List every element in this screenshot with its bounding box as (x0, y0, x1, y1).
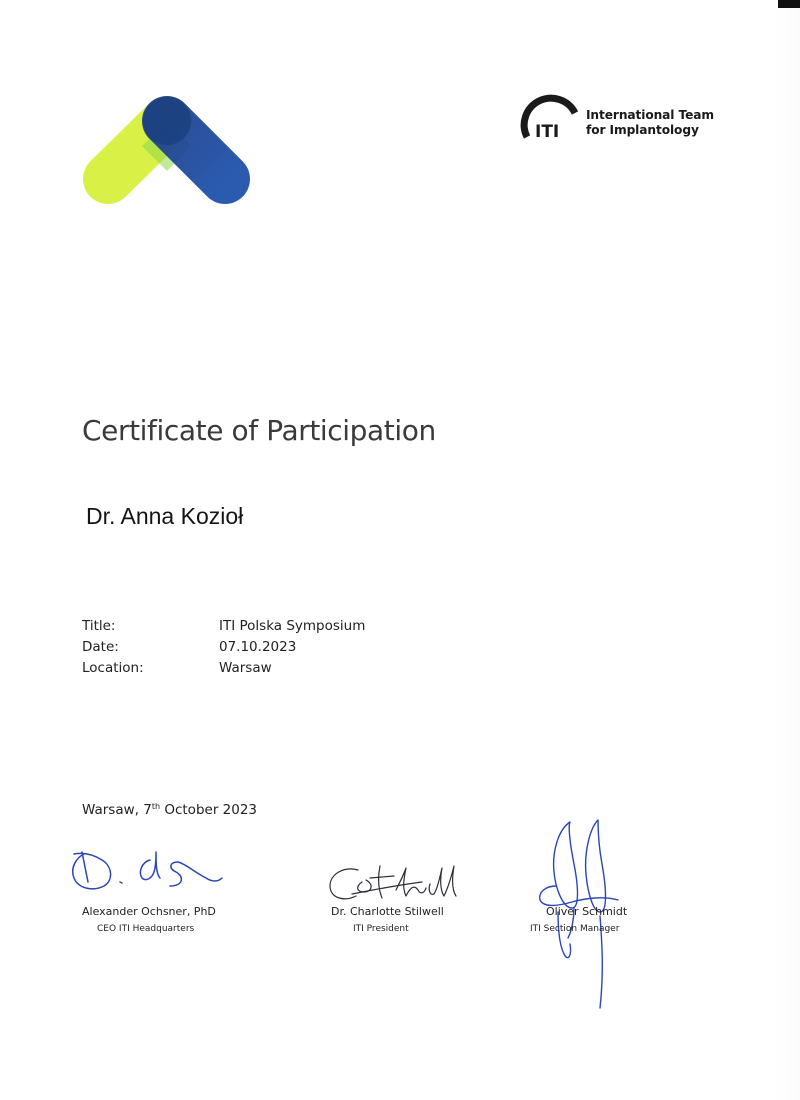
scan-corner-mark (778, 0, 800, 8)
signatory-name: Oliver Schmidt (546, 905, 628, 918)
signatory-name: Alexander Ochsner, PhD (82, 905, 216, 918)
signatory-name: Dr. Charlotte Stilwell (331, 905, 444, 918)
logo-wordmark (586, 108, 714, 138)
issue-date-ordinal: th (151, 802, 161, 811)
logo-line-1: International Team (586, 108, 714, 122)
detail-label: Date: (82, 639, 119, 655)
certificate-title: Certificate of Participation (82, 414, 436, 447)
iti-logo (518, 93, 718, 149)
issue-place-date (82, 802, 257, 818)
signatory-role: CEO ITI Headquarters (97, 924, 195, 934)
detail-label: Location: (82, 660, 144, 676)
detail-value: Warsaw (219, 660, 272, 676)
detail-value: ITI Polska Symposium (219, 618, 366, 634)
issue-date-suffix: October 2023 (160, 802, 258, 818)
scan-edge-shadow (774, 0, 800, 1100)
issue-date-prefix: Warsaw, 7 (82, 802, 152, 818)
signatory-role: ITI President (353, 924, 409, 934)
logo-mark-text: ITI (535, 122, 560, 142)
detail-label: Title: (82, 618, 116, 634)
arrow-up-icon (70, 84, 266, 342)
signatory-role: ITI Section Manager (530, 924, 620, 934)
signature-ochsner (66, 842, 226, 898)
recipient-name: Dr. Anna Kozioł (86, 503, 244, 529)
detail-value: 07.10.2023 (219, 639, 297, 655)
iti-logo-mark (518, 93, 580, 149)
logo-line-2: for Implantology (586, 123, 699, 137)
